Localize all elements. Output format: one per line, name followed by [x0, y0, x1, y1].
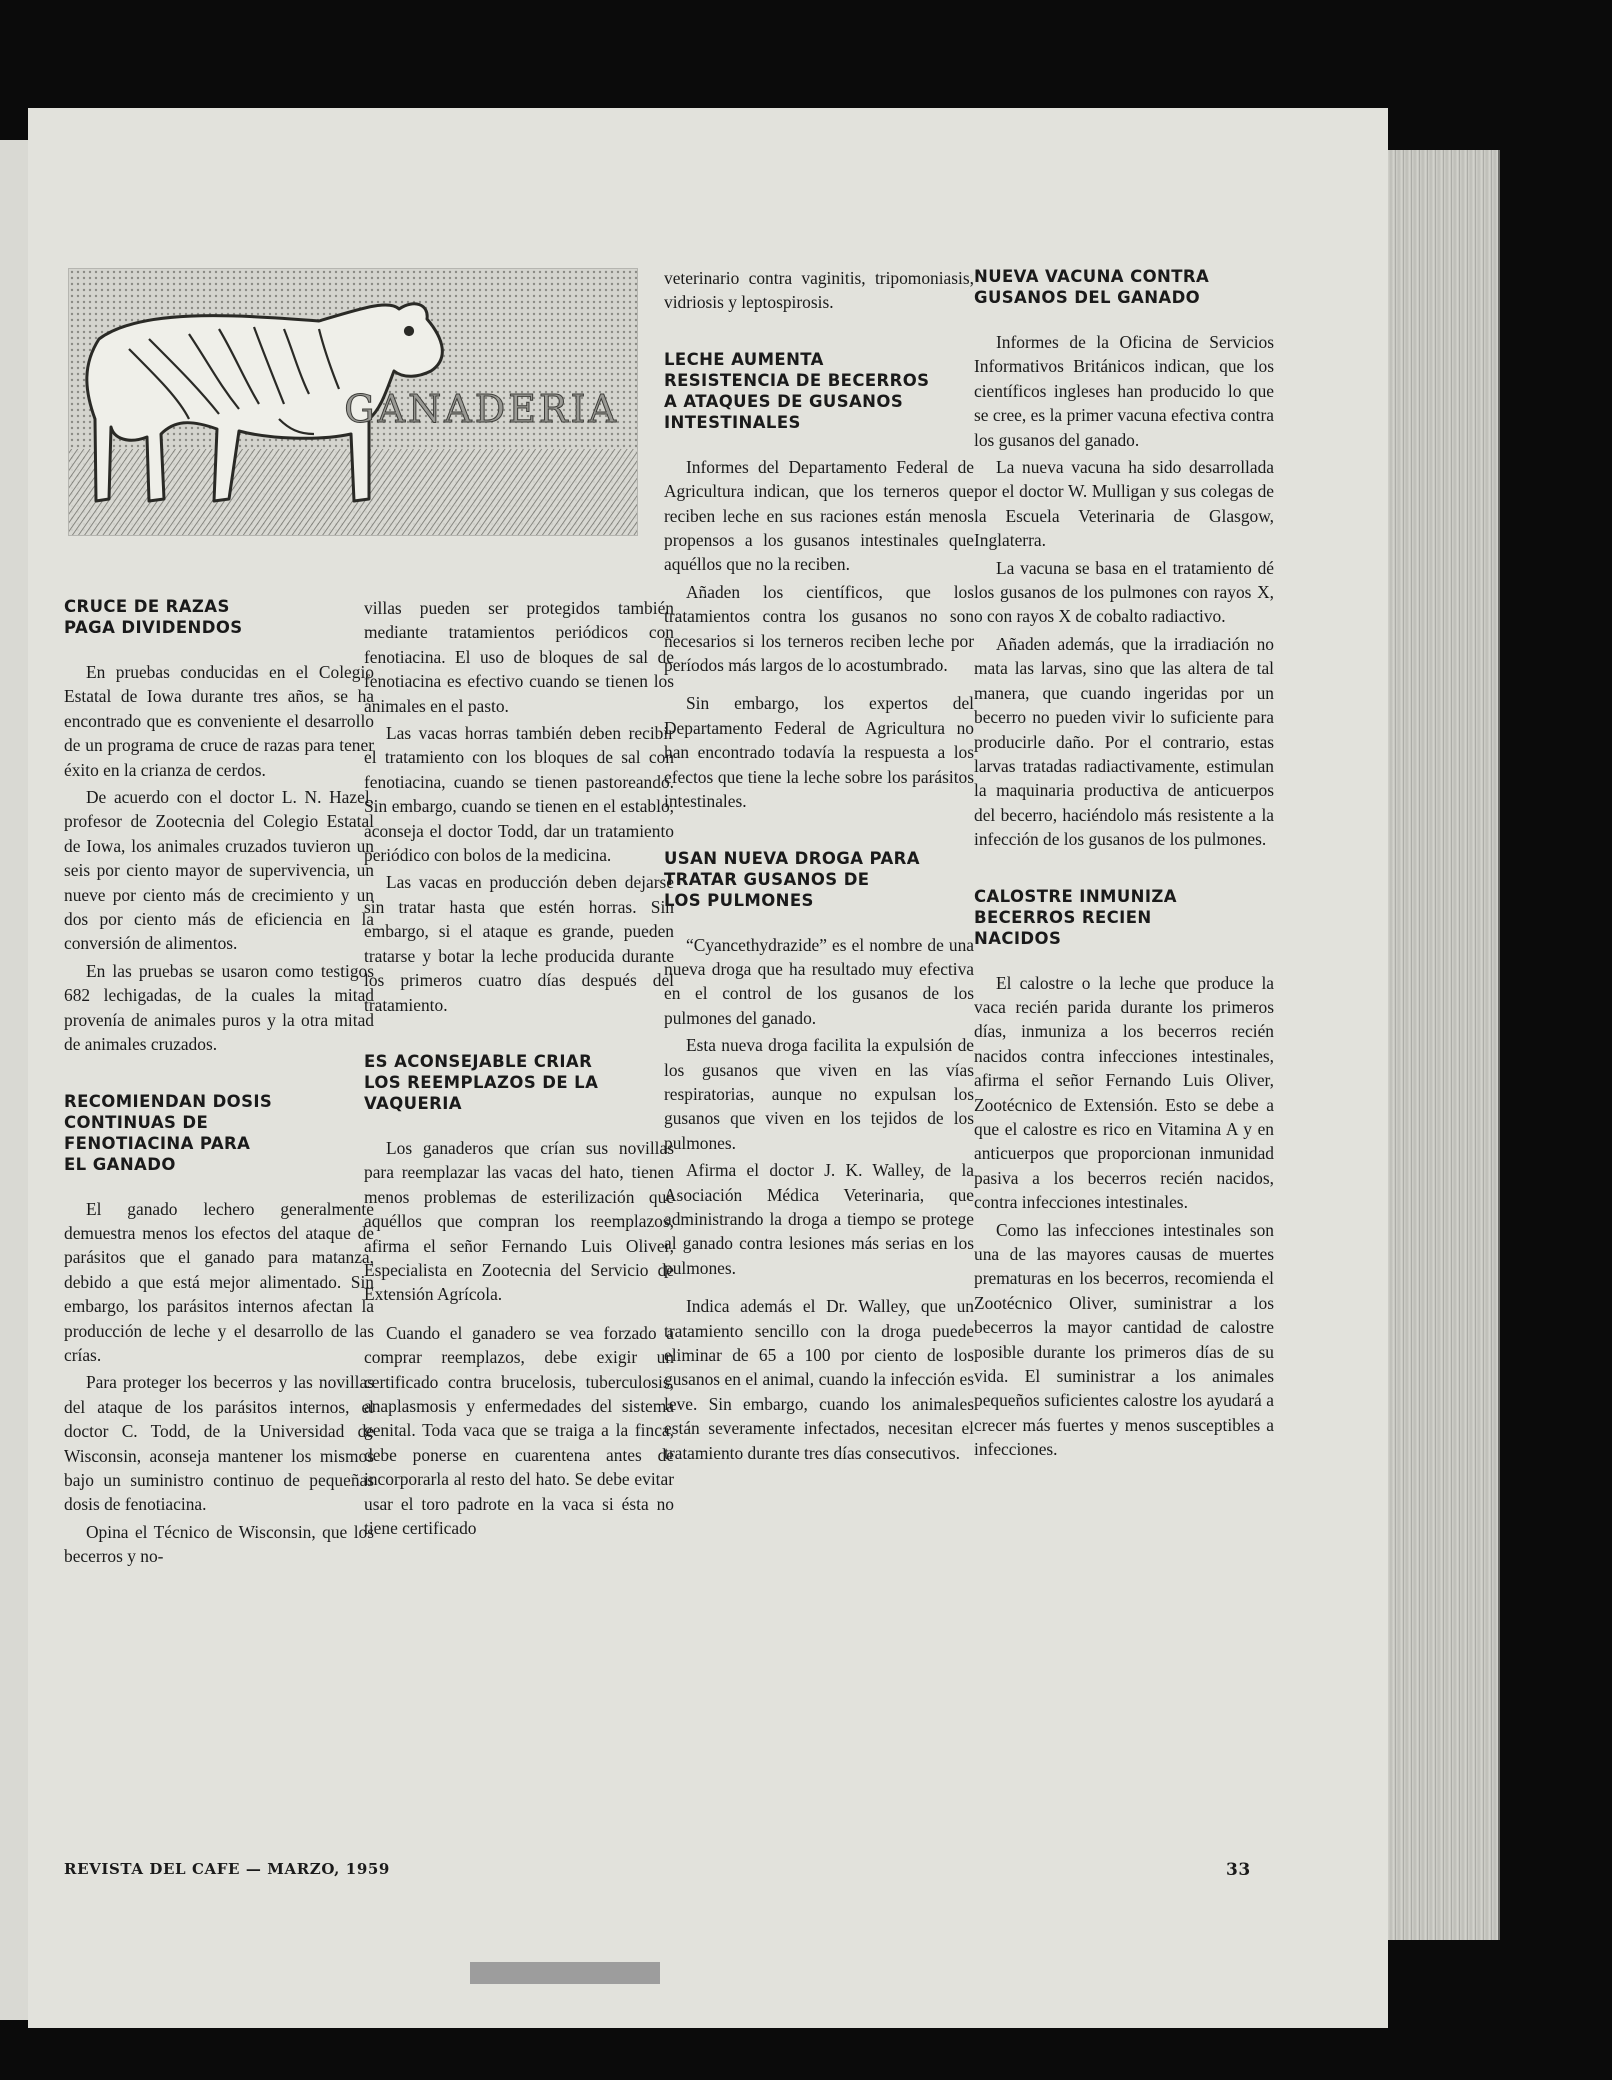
- headline-leche-aumenta: LECHE AUMENTA RESISTENCIA DE BECERROS A ATAQUES DE GUSANOS INTESTINALES: [664, 349, 930, 432]
- paragraph: villas pueden ser protegidos también mediante tratamientos periódicos con fenotiacina. El uso de bloques de sal de fenotiacina es efectivo cuando se tienen los animales en el pasto.: [364, 598, 674, 716]
- paragraph: Las vacas horras también deben recibir el tratamiento con los bloques de sal con fenotiacina, cuando se tienen pastoreando. Sin embargo, cuando se tienen en el establo, aconseja el doctor Todd, dar un tratamiento periódico con bolos de la medicina.: [364, 723, 674, 866]
- paragraph: Para proteger los becerros y las novillas del ataque de los parásitos internos, el doctor C. Todd, de la Universidad de Wisconsin, aconseja mantener los mismos bajo un suministro continuo de pequeñas dosis de fenotiacina.: [64, 1372, 374, 1515]
- headline-es-aconsejable: ES ACONSEJABLE CRIAR LOS REEMPLAZOS DE LA VAQUERIA: [364, 1051, 599, 1113]
- paragraph: Opina el Técnico de Wisconsin, que los becerros y no-: [64, 1521, 374, 1567]
- column-1: [64, 596, 374, 1569]
- paragraph: Añaden los científicos, que los tratamientos contra los gusanos no son necesarios si los terneros reciben leche por períodos más largos de lo acostumbrado.: [664, 581, 974, 676]
- headline-nueva-vacuna: NUEVA VACUNA CONTRA GUSANOS DEL GANADO: [974, 267, 1210, 307]
- paragraph: De acuerdo con el doctor L. N. Hazel, profesor de Zootecnia del Colegio Estatal de Iowa, los animales cruzados tuvieron un seis por ciento mayor de supervivencia, un nueve por ciento más de crecimiento y un dos por ciento más de eficiencia en la conversión de alimentos.: [64, 787, 374, 954]
- paragraph: En las pruebas se usaron como testigos 682 lechigadas, de la cuales la mitad provenía de animales puros y la otra mitad de animales cruzados.: [64, 960, 374, 1055]
- paragraph: Los ganaderos que crían sus novillas para reemplazar las vacas del hato, tienen menos problemas de esterilización que aquéllos que compran los reemplazos, afirma el señor Fernando Luis Oliver, Especialista en Zootecnia del Servicio de Extensión Agrícola.: [364, 1137, 674, 1305]
- paragraph: Informes del Departamento Federal de Agricultura indican, que los terneros que reciben leche en sus raciones están menos propensos a los gusanos intestinales que aquéllos que no la reciben.: [664, 456, 974, 575]
- book-page-edges: [1388, 150, 1500, 1940]
- page-number: 33: [1226, 1860, 1251, 1880]
- paragraph: “Cyancethydrazide” es el nombre de una nueva droga que ha resultado muy efectiva en el control de los gusanos de los pulmones del ganado.: [664, 934, 974, 1028]
- scan-marker-strip: [470, 1962, 660, 1984]
- headline-recomiendan-dosis: RECOMIENDAN DOSIS CONTINUAS DE FENOTIACINA PARA EL GANADO: [64, 1091, 273, 1174]
- paragraph: El ganado lechero generalmente demuestra menos los efectos del ataque de parásitos que el ganado para matanza, debido a que está mejor alimentado. Sin embargo, los parásitos internos afectan la producción de leche y el desarrollo de las crías.: [64, 1198, 374, 1365]
- paragraph: Indica además el Dr. Walley, que un tratamiento sencillo con la droga puede eliminar de 65 a 100 por ciento de los gusanos en el animal, cuando la infección es leve. Sin embargo, cuando los animales están severamente infectados, necesitan el tratamiento durante tres días consecutivos.: [664, 1296, 974, 1463]
- paragraph: Añaden además, que la irradiación no mata las larvas, sino que las altera de tal manera, que cuando ingeridas por un becerro no pueden vivir lo suficiente para producirle daño. Por el contrario, estas larvas tratadas radiactivamente, estimulan la maquinaria productiva de anticuerpos del becerro, haciéndolo más resistente a la infección de los gusanos de los pulmones.: [974, 633, 1274, 850]
- paragraph: Sin embargo, los expertos del Departamento Federal de Agricultura no han encontrado todavía la respuesta a los efectos que tiene la leche sobre los parásitos intestinales.: [664, 693, 974, 812]
- footer-publication: REVISTA DEL CAFE — MARZO, 1959: [64, 1860, 390, 1878]
- paragraph: En pruebas conducidas en el Colegio Estatal de Iowa durante tres años, se ha encontrado que es conveniente el desarrollo de un programa de cruce de razas para tener éxito en la crianza de cerdos.: [64, 662, 374, 780]
- headline-usan-nueva-droga: USAN NUEVA DROGA PARA TRATAR GUSANOS DE LOS PULMONES: [664, 848, 920, 910]
- headline-cruce-de-razas: CRUCE DE RAZAS PAGA DIVIDENDOS: [64, 597, 243, 637]
- section-banner: [68, 268, 638, 536]
- paragraph: Como las infecciones intestinales son una de las mayores causas de muertes prematuras en los becerros, recomienda el Zootécnico Oliver, suministrar a los becerros la mayor cantidad de calostre posible durante los primeros días de su vida. El suministrar a los animales pequeños suficientes calostre los ayudará a crecer más fuertes y menos susceptibles a infecciones.: [974, 1219, 1274, 1460]
- paragraph: Esta nueva droga facilita la expulsión de los gusanos que viven en las vías respiratorias, aunque no expulsan los gusanos que viven en los tejidos de los pulmones.: [664, 1035, 974, 1153]
- column-2: [364, 596, 674, 1540]
- paragraph: Informes de la Oficina de Servicios Informativos Británicos indican, que los científicos ingleses han producido lo que se cree, es la primer vacuna efectiva contra los gusanos del ganado.: [974, 332, 1274, 450]
- headline-calostre-inmuniza: CALOSTRE INMUNIZA BECERROS RECIEN NACIDOS: [974, 886, 1177, 948]
- paragraph: La nueva vacuna ha sido desarrollada por el doctor W. Mulligan y sus colegas de la Escuela Veterinaria de Glasgow, Inglaterra.: [974, 457, 1274, 551]
- paragraph: Las vacas en producción deben dejarse sin tratar hasta que estén horras. Sin embargo, si el ataque es grande, pueden tratarse y botar la leche producida durante los primeros cuatro días después del tratamiento.: [364, 872, 674, 1015]
- banner-title: GANADERIA: [344, 387, 619, 431]
- paragraph: veterinario contra vaginitis, tripomoniasis, vidriosis y leptospirosis.: [664, 268, 974, 313]
- paragraph: Cuando el ganadero se vea forzado a comprar reemplazos, debe exigir un certificado contra brucelosis, tuberculosis, anaplasmosis y enfermedades del sistema genital. Toda vaca que se traiga a la finca, debe ponerse en cuarentena antes de incorporarla al resto del hato. Se debe evitar usar el toro padrote en la vaca si ésta no tiene certificado: [364, 1322, 674, 1538]
- column-3: [664, 266, 974, 1465]
- facing-page-edge: [0, 140, 31, 2020]
- paragraph: El calostre o la leche que produce la vaca recién parida durante los primeros días, inmuniza a los becerros recién nacidos contra infecciones intestinales, afirma el señor Fernando Luis Oliver, Zootécnico de Extensión. Esto se debe a que el calostre es rico en Vitamina A y en anticuerpos que proporcionan inmunidad pasiva a los becerros recién nacidos, contra infecciones intestinales.: [974, 972, 1274, 1213]
- column-4: [974, 266, 1274, 1462]
- paragraph: Afirma el doctor J. K. Walley, de la Asociación Médica Veterinaria, que administrando la droga a tiempo se protege al ganado contra lesiones más serias en los pulmones.: [664, 1160, 974, 1278]
- paragraph: La vacuna se basa en el tratamiento dé los gusanos de los pulmones con rayos X, o con rayos X de cobalto radiactivo.: [974, 557, 1274, 627]
